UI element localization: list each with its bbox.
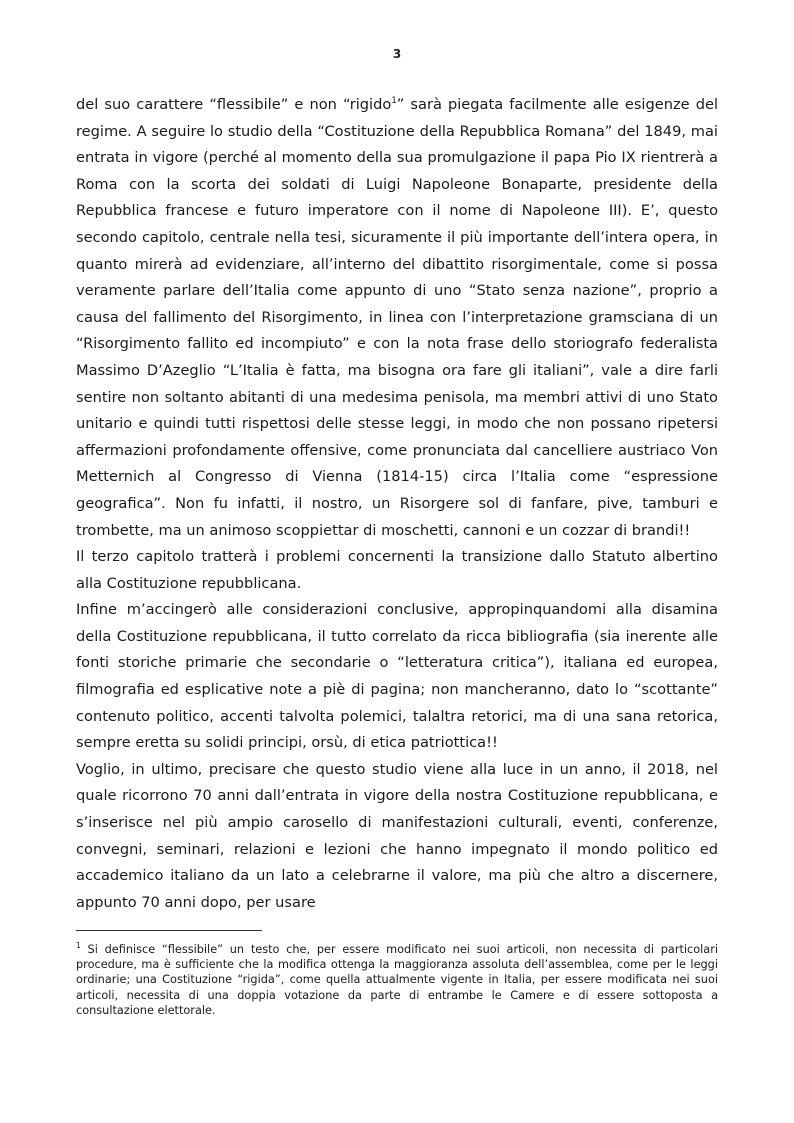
footnote (76, 942, 718, 1018)
paragraph-text: del suo carattere “flessibile” e non “rigido (76, 96, 392, 113)
paragraph: Infine m’accingerò alle considerazioni conclusive, appropinquandomi alla disamina della Costituzione repubblicana, il tutto correlato da ricca bibliografia (sia inerente alle fonti storiche primarie che secondarie o “letteratura critica”), italiana ed europea, filmografia ed esplicative note a piè di pagina; non mancheranno, dato lo “scottante” contenuto politico, accenti talvolta polemici, talaltra retorici, ma di una sana retorica, sempre eretta su solidi principi, orsù, di etica patriottica!! (76, 601, 718, 752)
paragraph-text: ” sarà piegata facilmente alle esigenze del regime. A seguire lo studio della “Costituzione della Repubblica Romana” del 1849, mai entrata in vigore (perché al momento della sua promulgazione il papa Pio IX rientrerà a Roma con la scorta dei soldati di Luigi Napoleone Bonaparte, presidente della Repubblica francese e futuro imperatore con il nome di Napoleone III). E’, questo secondo capitolo, centrale nella tesi, sicuramente il più importante dell’intera opera, in quanto mirerà ad evidenziare, all’interno del dibattito risorgimentale, come si possa veramente parlare dell’Italia come appunto di uno “Stato senza nazione”, proprio a causa del fallimento del Risorgimento, in linea con l’interpretazione gramsciana di un “Risorgimento fallito ed incompiuto” e con la nota frase dello storiografo federalista Massimo D’Azeglio “L’Italia è fatta, ma bisogna ora fare gli italiani”, vale a dire farli sentire non soltanto abitanti di una medesima penisola, ma membri attivi di uno Stato unitario e quindi tutti rispettosi delle stesse leggi, in modo che non possano ripetersi affermazioni profondamente offensive, come pronunciata dal cancelliere austriaco Von Metternich al Congresso di Vienna (1814-15) circa l’Italia come “espressione geografica”. Non fu infatti, il nostro, un Risorgere sol di fanfare, pive, tamburi e trombette, ma un animoso scoppiettar di moschetti, cannoni e un cozzar di brandi!! (76, 96, 718, 539)
paragraph: Il terzo capitolo tratterà i problemi concernenti la transizione dallo Statuto albertino alla Costituzione repubblicana. (76, 548, 718, 592)
footnote-number: 1 (76, 941, 81, 951)
footnote-separator (76, 930, 262, 931)
footnote-text: Si definisce “flessibile” un testo che, per essere modificato nei suoi articoli, non necessita di particolari procedure, ma è sufficiente che la modifica ottenga la maggioranza assoluta dell’assemblea, come per le leggi ordinarie; una Costituzione “rigida”, come quella attualmente vigente in Italia, per essere modificata nei suoi articoli, necessita di una doppia votazione da parte di entrambe le Camere e di essere sottoposta a consultazione elettorale. (76, 943, 718, 1017)
paragraph: Voglio, in ultimo, precisare che questo studio viene alla luce in un anno, il 2018, nel quale ricorrono 70 anni dall’entrata in vigore della nostra Costituzione repubblicana, e s’inserisce nel più ampio carosello di manifestazioni culturali, eventi, conferenze, convegni, seminari, relazioni e lezioni che hanno impegnato il mondo politico ed accademico italiano da un lato a celebrarne il valore, ma più che altro a discernere, appunto 70 anni dopo, per usare (76, 760, 718, 911)
paragraph (76, 92, 718, 544)
page-number: 3 (392, 47, 402, 61)
body-text (76, 92, 718, 916)
footnote-reference[interactable]: 1 (391, 96, 397, 107)
